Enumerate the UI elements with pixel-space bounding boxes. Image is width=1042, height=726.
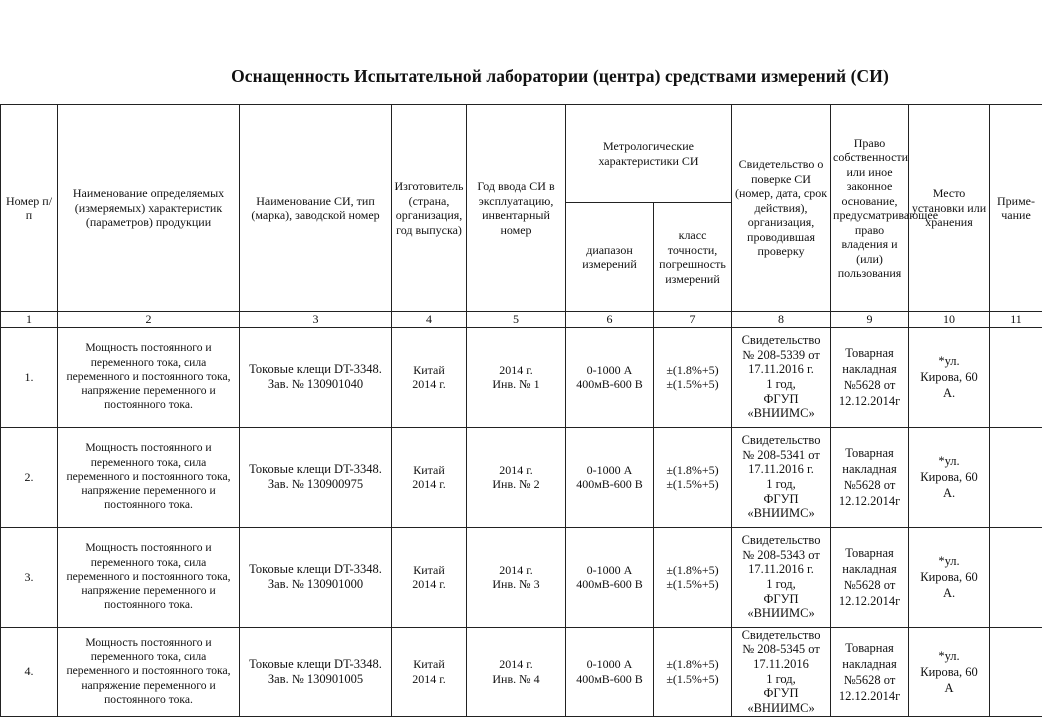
- row-number: 3.: [1, 527, 58, 627]
- verification-certificate: Свидетельство № 208-5345 от 17.11.2016 1 год, ФГУП «ВНИИМС»: [732, 627, 831, 716]
- table-row: [1, 627, 1042, 716]
- storage-location: *ул. Кирова, 60 А.: [909, 427, 990, 527]
- product-characteristics: Мощность постоянного и переменного тока, сила переменного и постоянного тока, напряжение переменного и постоянного тока.: [58, 327, 240, 427]
- storage-location: *ул. Кирова, 60 А.: [909, 327, 990, 427]
- commissioning-year: 2014 г. Инв. № 2: [467, 427, 566, 527]
- header-note: Приме-чание: [990, 105, 1042, 312]
- ownership-document: Товарная накладная №5628 от 12.12.2014г: [831, 527, 909, 627]
- header-product-characteristics: Наименование определяемых (измеряемых) характеристик (параметров) продукции: [58, 105, 240, 312]
- instrument-name: Токовые клещи DT-3348. Зав. № 130901040: [240, 327, 392, 427]
- commissioning-year: 2014 г. Инв. № 4: [467, 627, 566, 716]
- manufacturer: Китай 2014 г.: [392, 427, 467, 527]
- column-number: 8: [732, 312, 831, 328]
- manufacturer: Китай 2014 г.: [392, 327, 467, 427]
- header-verification-certificate: Свидетельство о поверке СИ (номер, дата, срок действия), организация, проводившая проверку: [732, 105, 831, 312]
- column-number-row: [1, 312, 1042, 328]
- ownership-document: Товарная накладная №5628 от 12.12.2014г: [831, 327, 909, 427]
- measurement-range: 0-1000 А 400мВ-600 В: [566, 527, 654, 627]
- header-manufacturer: Изготовитель (страна, организация, год выпуска): [392, 105, 467, 312]
- product-characteristics: Мощность постоянного и переменного тока, сила переменного и постоянного тока, напряжение переменного и постоянного тока.: [58, 527, 240, 627]
- header-commissioning-year: Год ввода СИ в эксплуатацию, инвентарный номер: [467, 105, 566, 312]
- measurement-range: 0-1000 А 400мВ-600 В: [566, 327, 654, 427]
- column-number: 11: [990, 312, 1042, 328]
- note-cell: [990, 627, 1042, 716]
- header-measurement-range: диапазон измерений: [566, 203, 654, 312]
- equipment-table: [0, 104, 1042, 717]
- accuracy-class: ±(1.8%+5) ±(1.5%+5): [654, 627, 732, 716]
- commissioning-year: 2014 г. Инв. № 1: [467, 327, 566, 427]
- column-number: 10: [909, 312, 990, 328]
- row-number: 1.: [1, 327, 58, 427]
- table-row: [1, 327, 1042, 427]
- column-number: 3: [240, 312, 392, 328]
- commissioning-year: 2014 г. Инв. № 3: [467, 527, 566, 627]
- header-accuracy-class: класс точности, погрешность измерений: [654, 203, 732, 312]
- table-row: [1, 527, 1042, 627]
- column-number: 5: [467, 312, 566, 328]
- header-row: [1, 105, 1042, 203]
- header-location: Место установки или хранения: [909, 105, 990, 312]
- instrument-name: Токовые клещи DT-3348. Зав. № 130901005: [240, 627, 392, 716]
- verification-certificate: Свидетельство № 208-5339 от 17.11.2016 г. 1 год, ФГУП «ВНИИМС»: [732, 327, 831, 427]
- measurement-range: 0-1000 А 400мВ-600 В: [566, 627, 654, 716]
- manufacturer: Китай 2014 г.: [392, 627, 467, 716]
- note-cell: [990, 327, 1042, 427]
- storage-location: *ул. Кирова, 60 А: [909, 627, 990, 716]
- accuracy-class: ±(1.8%+5) ±(1.5%+5): [654, 427, 732, 527]
- instrument-name: Токовые клещи DT-3348. Зав. № 130901000: [240, 527, 392, 627]
- ownership-document: Товарная накладная №5628 от 12.12.2014г: [831, 627, 909, 716]
- header-instrument-name: Наименование СИ, тип (марка), заводской номер: [240, 105, 392, 312]
- column-number: 2: [58, 312, 240, 328]
- column-number: 7: [654, 312, 732, 328]
- header-ownership: Право собственности или иное законное основание, предусматривающее право владения и (или) пользования: [831, 105, 909, 312]
- ownership-document: Товарная накладная №5628 от 12.12.2014г: [831, 427, 909, 527]
- measurement-range: 0-1000 А 400мВ-600 В: [566, 427, 654, 527]
- header-number: Номер п/п: [1, 105, 58, 312]
- note-cell: [990, 527, 1042, 627]
- column-number: 6: [566, 312, 654, 328]
- product-characteristics: Мощность постоянного и переменного тока, сила переменного и постоянного тока, напряжение переменного и постоянного тока.: [58, 627, 240, 716]
- note-cell: [990, 427, 1042, 527]
- page-title: Оснащенность Испытательной лаборатории (центра) средствами измерений (СИ): [231, 66, 889, 86]
- accuracy-class: ±(1.8%+5) ±(1.5%+5): [654, 327, 732, 427]
- verification-certificate: Свидетельство № 208-5341 от 17.11.2016 г. 1 год, ФГУП «ВНИИМС»: [732, 427, 831, 527]
- accuracy-class: ±(1.8%+5) ±(1.5%+5): [654, 527, 732, 627]
- column-number: 9: [831, 312, 909, 328]
- row-number: 2.: [1, 427, 58, 527]
- product-characteristics: Мощность постоянного и переменного тока, сила переменного и постоянного тока, напряжение переменного и постоянного тока.: [58, 427, 240, 527]
- storage-location: *ул. Кирова, 60 А.: [909, 527, 990, 627]
- instrument-name: Токовые клещи DT-3348. Зав. № 130900975: [240, 427, 392, 527]
- verification-certificate: Свидетельство № 208-5343 от 17.11.2016 г. 1 год, ФГУП «ВНИИМС»: [732, 527, 831, 627]
- table-row: [1, 427, 1042, 527]
- column-number: 1: [1, 312, 58, 328]
- column-number: 4: [392, 312, 467, 328]
- header-metrological-group: Метрологические характеристики СИ: [566, 105, 732, 203]
- row-number: 4.: [1, 627, 58, 716]
- manufacturer: Китай 2014 г.: [392, 527, 467, 627]
